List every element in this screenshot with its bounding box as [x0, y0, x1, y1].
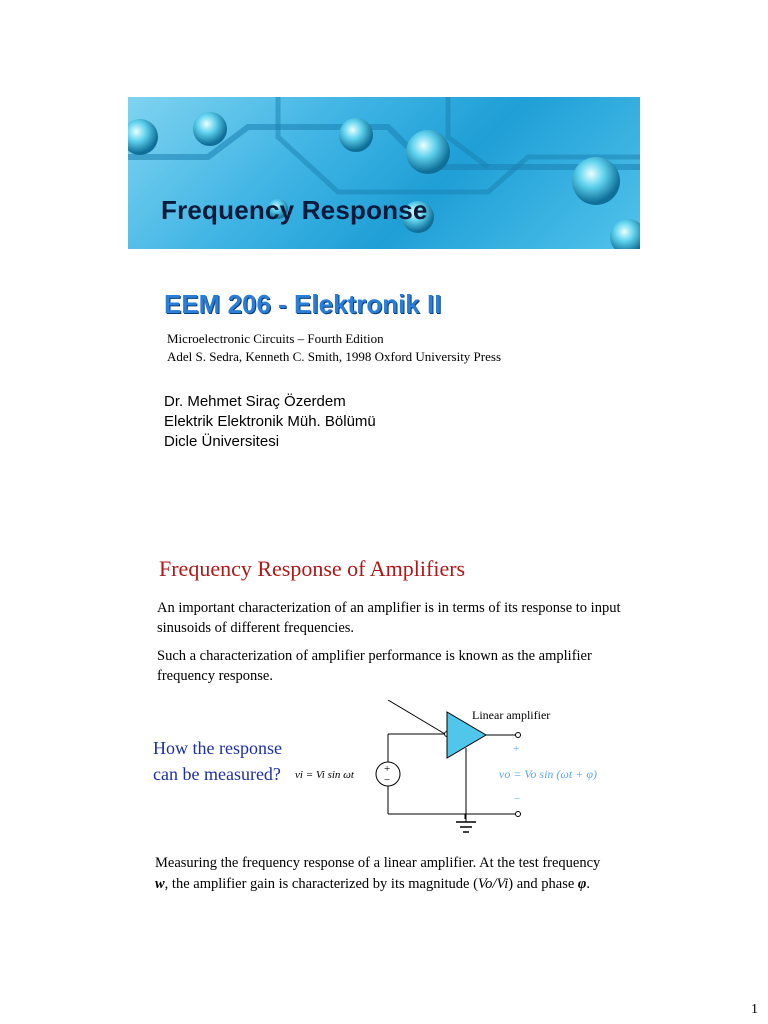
course-title: EEM 206 - Elektronik II — [164, 289, 442, 319]
diagram-caption — [155, 853, 615, 895]
output-terminal-bottom — [516, 812, 521, 817]
caption-omega: w — [155, 876, 165, 892]
caption-text: Measuring the frequency response of a linear amplifier. At the test frequency — [155, 855, 601, 871]
paragraph-1: An important characterization of an amplifier is in terms of its response to input sinusoids of different frequencies. — [157, 600, 621, 636]
input-label: vi = Vi sin ωt — [295, 769, 354, 781]
caption-text: , the amplifier gain is characterized by its magnitude ( — [164, 876, 478, 892]
question-text: How the response can be measured? — [153, 738, 282, 784]
ground-icon — [456, 822, 476, 832]
title-banner — [128, 97, 640, 249]
author-university: Dicle Üniversitesi — [164, 433, 280, 450]
output-label: vo = Vo sin (ωt + φ) — [499, 767, 597, 781]
caption-ratio: Vo/Vi — [477, 876, 509, 892]
author-name: Dr. Mehmet Siraç Özerdem — [164, 393, 346, 410]
amplifier-label: Linear amplifier — [472, 708, 551, 722]
amplifier-diagram — [290, 700, 630, 840]
author-department: Elektrik Elektronik Müh. Bölümü — [164, 413, 376, 430]
book-line: Adel S. Sedra, Kenneth C. Smith, 1998 Oxford University Press — [167, 349, 502, 364]
source-minus: − — [384, 774, 391, 786]
caption-phi: φ — [577, 876, 587, 892]
output-plus: + — [513, 743, 520, 755]
paragraph-2: Such a characterization of amplifier performance is known as the amplifier frequency response. — [157, 648, 592, 684]
slide2-title: Frequency Response of Amplifiers — [159, 556, 466, 581]
book-reference — [167, 330, 501, 366]
banner-title: Frequency Response — [161, 195, 428, 225]
caption-text: . — [586, 876, 591, 892]
source-plus: + — [384, 763, 391, 775]
output-minus: − — [514, 793, 521, 805]
circuit-board-graphic — [128, 97, 640, 249]
author-block — [164, 392, 376, 452]
caption-text: ) and phase — [508, 876, 578, 892]
output-terminal-top — [516, 733, 521, 738]
page-number: 1 — [751, 1002, 758, 1017]
book-line: Microelectronic Circuits – Fourth Edition — [167, 331, 384, 346]
